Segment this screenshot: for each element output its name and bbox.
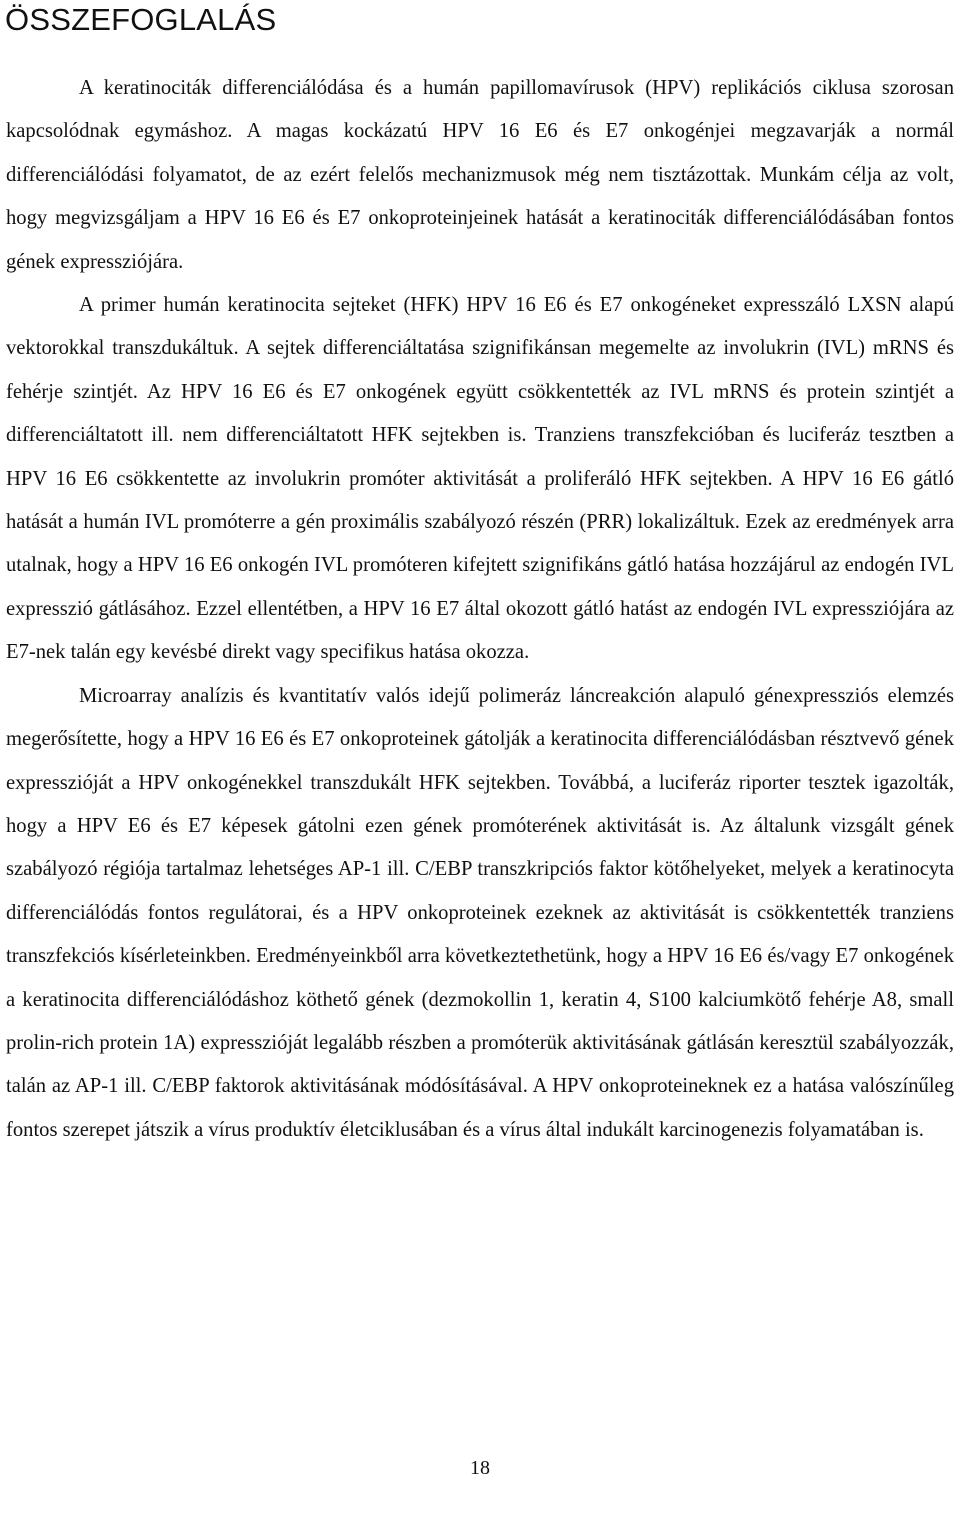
body-text (6, 67, 954, 1152)
page-number: 18 (470, 1457, 490, 1479)
paragraph-aims: A keratinociták differenciálódása és a humán papillomavírusok (HPV) replikációs ciklusa szorosan kapcsolódnak egymáshoz. A magas kockázatú HPV 16 E6 és E7 onkogénjei megzavarják a normál differenciálódási folyamatot, de az ezért felelős mechanizmusok még nem tisztázottak. Munkám célja az volt, hogy megvizsgáljam a HPV 16 E6 és E7 onkoproteinjeinek hatását a keratinociták differenciálódásában fontos gének expressziójára. (6, 77, 954, 273)
section-heading: ÖSSZEFOGLALÁS (5, 2, 277, 37)
paragraph-microarray-results: Microarray analízis és kvantitatív valós idejű polimeráz láncreakción alapuló génexpressziós elemzés megerősítette, hogy a HPV 16 E6 és E7 onkoproteinek gátolják a keratinocita differenciálódásban résztvevő gének expresszióját a HPV onkogénekkel transzdukált HFK sejtekben. Továbbá, a luciferáz riporter tesztek igazolták, hogy a HPV E6 és E7 képesek gátolni ezen gének promóterének aktivitását is. Az általunk vizsgált gének szabályozó régiója tartalmaz lehetséges AP-1 ill. C/EBP transzkripciós faktor kötőhelyeket, melyek a keratinocyta differenciálódás fontos regulátorai, és a HPV onkoproteinek ezeknek az aktivitását is csökkentették tranziens transzfekciós kísérleteinkben. Eredményeinkből arra következtethetünk, hogy a HPV 16 E6 és/vagy E7 onkogének a keratinocita differenciálódáshoz köthető gének (dezmokollin 1, keratin 4, S100 kalciumkötő fehérje A8, small prolin-rich protein 1A) expresszióját legalább részben a promóterük aktivitásának gátlásán keresztül szabályozzák, talán az AP-1 ill. C/EBP faktorok aktivitásának módósításával. A HPV onkoproteineknek ez a hatása valószínűleg fontos szerepet játszik a vírus produktív életciklusában és a vírus által indukált karcinogenezis folyamatában is. (6, 684, 954, 1141)
paragraph-ivl-results: A primer humán keratinocita sejteket (HFK) HPV 16 E6 és E7 onkogéneket expresszáló LXSN alapú vektorokkal transzdukáltuk. A sejtek differenciáltatása szignifikánsan megemelte az involukrin (IVL) mRNS és fehérje szintjét. Az HPV 16 E6 és E7 onkogének együtt csökkentették az IVL mRNS és protein szintjét a differenciáltatott ill. nem differenciáltatott HFK sejtekben is. Tranziens transzfekcióban és luciferáz tesztben a HPV 16 E6 csökkentette az involukrin promóter aktivitását a proliferáló HFK sejtekben. A HPV 16 E6 gátló hatását a humán IVL promóterre a gén proximális szabályozó részén (PRR) lokalizáltuk. Ezek az eredmények arra utalnak, hogy a HPV 16 E6 onkogén IVL promóteren kifejtett szignifikáns gátló hatása hozzájárul az endogén IVL expresszió gátlásához. Ezzel ellentétben, a HPV 16 E7 által okozott gátló hatást az endogén IVL expressziójára az E7-nek talán egy kevésbé direkt vagy specifikus hatása okozza. (6, 294, 954, 664)
